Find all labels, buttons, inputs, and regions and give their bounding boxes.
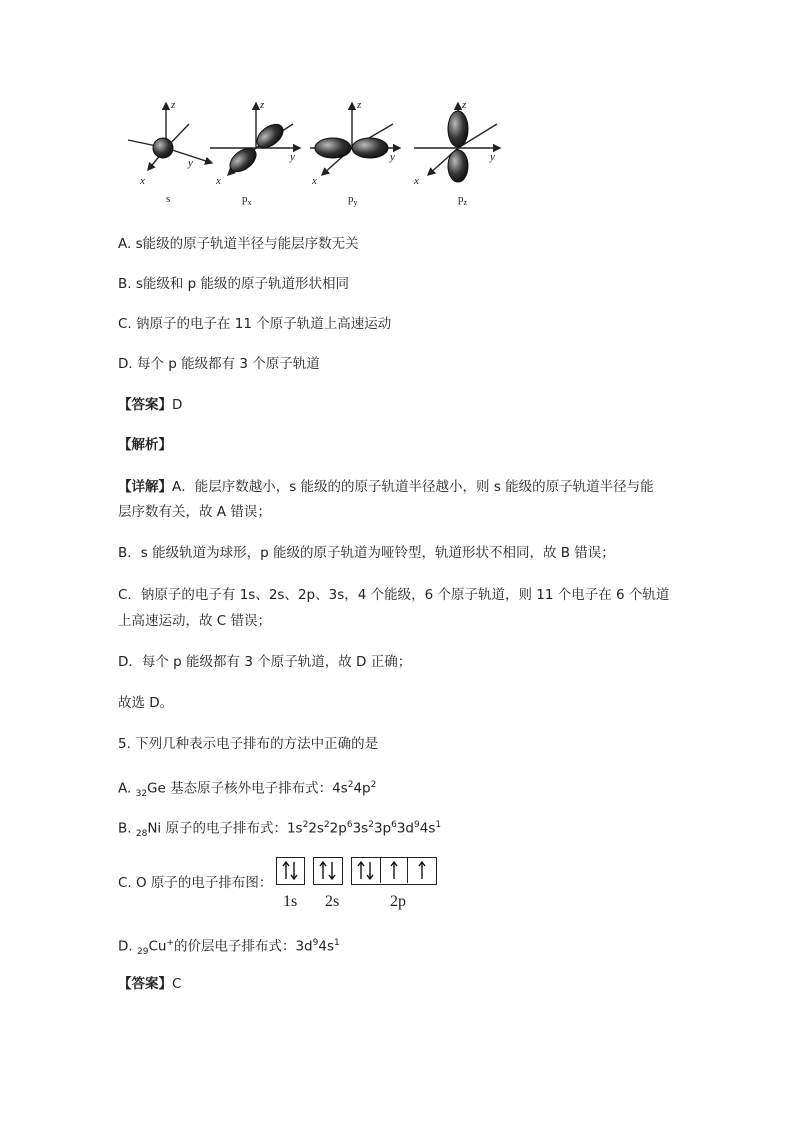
q4-option-d: D. 每个 p 能级都有 3 个原子轨道 [118, 356, 320, 372]
svg-text:x: x [216, 175, 221, 187]
cell-1s [277, 858, 303, 883]
q4-option-a: A. s能级的原子轨道半径与能层序数无关 [118, 236, 359, 252]
answer-value: C [172, 976, 182, 992]
up-arrow-icon [408, 858, 436, 883]
axis-z-label: z [171, 99, 176, 111]
svg-text:z: z [462, 99, 467, 111]
label-px: $p_x$ [242, 193, 252, 207]
q4-option-c: C. 钠原子的电子在 11 个原子轨道上高速运动 [118, 316, 392, 332]
svg-text:y: y [490, 151, 495, 163]
q4-analysis-tag: 【解析】 [118, 437, 172, 453]
label-2p: 2p [390, 893, 406, 910]
s-orbital-diagram [128, 103, 212, 170]
svg-text:y: y [290, 151, 295, 163]
q4-detail-a-line2: 层序数有关，故 A 错误； [118, 504, 271, 520]
box-2s [313, 857, 343, 885]
label-py: $p_y$ [348, 193, 358, 207]
detail-tag: 【详解】 [118, 479, 172, 495]
px-orbital-diagram [210, 103, 300, 176]
up-down-arrows-icon [277, 858, 303, 883]
py-orbital-diagram [310, 103, 400, 175]
cell-2p-2 [380, 858, 408, 883]
q5-option-b: B. $_{28}$Ni 原子的电子排布式：$1s^22s^22p^63s^23p^63d^94s^1$ [118, 820, 442, 840]
answer-tag: 【答案】 [118, 976, 172, 992]
q5-option-a: A. $_{32}$Ge 基态原子核外电子排布式：$4s^24p^2$ [118, 780, 377, 800]
orbital-figure [0, 0, 794, 215]
label-s: s [166, 193, 171, 205]
svg-text:x: x [312, 175, 317, 187]
svg-text:z: z [357, 99, 362, 111]
q4-conclusion: 故选 D。 [118, 695, 174, 711]
answer-tag: 【答案】 [118, 397, 172, 413]
axis-y-label: y [188, 157, 193, 169]
q4-option-b: B. s能级和 p 能级的原子轨道形状相同 [118, 276, 350, 292]
box-2p [351, 857, 437, 885]
q5-option-c: C. O 原子的电子排布图： [118, 875, 273, 891]
up-down-arrows-icon [352, 858, 380, 883]
cell-2p-3 [407, 858, 436, 883]
answer-value: D [172, 397, 183, 413]
q5-answer [118, 974, 181, 994]
label-1s: 1s [283, 893, 298, 910]
svg-text:x: x [414, 175, 419, 187]
box-1s [276, 857, 305, 885]
cell-2s [314, 858, 341, 883]
up-down-arrows-icon [314, 858, 341, 883]
q4-detail-b: B．s 能级轨道为球形，p 能级的原子轨道为哑铃型，轨道形状不相同，故 B 错误； [118, 545, 615, 561]
axis-x-label: x [140, 175, 145, 187]
q4-detail-c-line2: 上高速运动，故 C 错误； [118, 613, 272, 629]
q4-detail-d: D．每个 p 能级都有 3 个原子轨道，故 D 正确； [118, 654, 412, 670]
label-2s: 2s [325, 893, 340, 910]
q4-answer [118, 395, 182, 415]
label-pz: $p_z$ [458, 193, 468, 207]
q5-stem: 5. 下列几种表示电子排布的方法中正确的是 [118, 736, 379, 752]
svg-text:y: y [390, 151, 395, 163]
q4-detail-c-line1: C．钠原子的电子有 1s、2s、2p、3s，4 个能级，6 个原子轨道，则 11 个电子在 6 个轨道 [118, 587, 670, 603]
pz-orbital-diagram [414, 103, 500, 182]
q4-detail-a-line1: 【详解】A．能层序数越小，s 能级的的原子轨道半径越小，则 s 能级的原子轨道半径与能 [118, 479, 654, 495]
q5-option-d: D. $_{29}$Cu+的价层电子排布式：$3d^94s^1$ [118, 938, 340, 958]
svg-text:z: z [260, 99, 265, 111]
up-arrow-icon [381, 858, 408, 883]
cell-2p-1 [352, 858, 380, 883]
